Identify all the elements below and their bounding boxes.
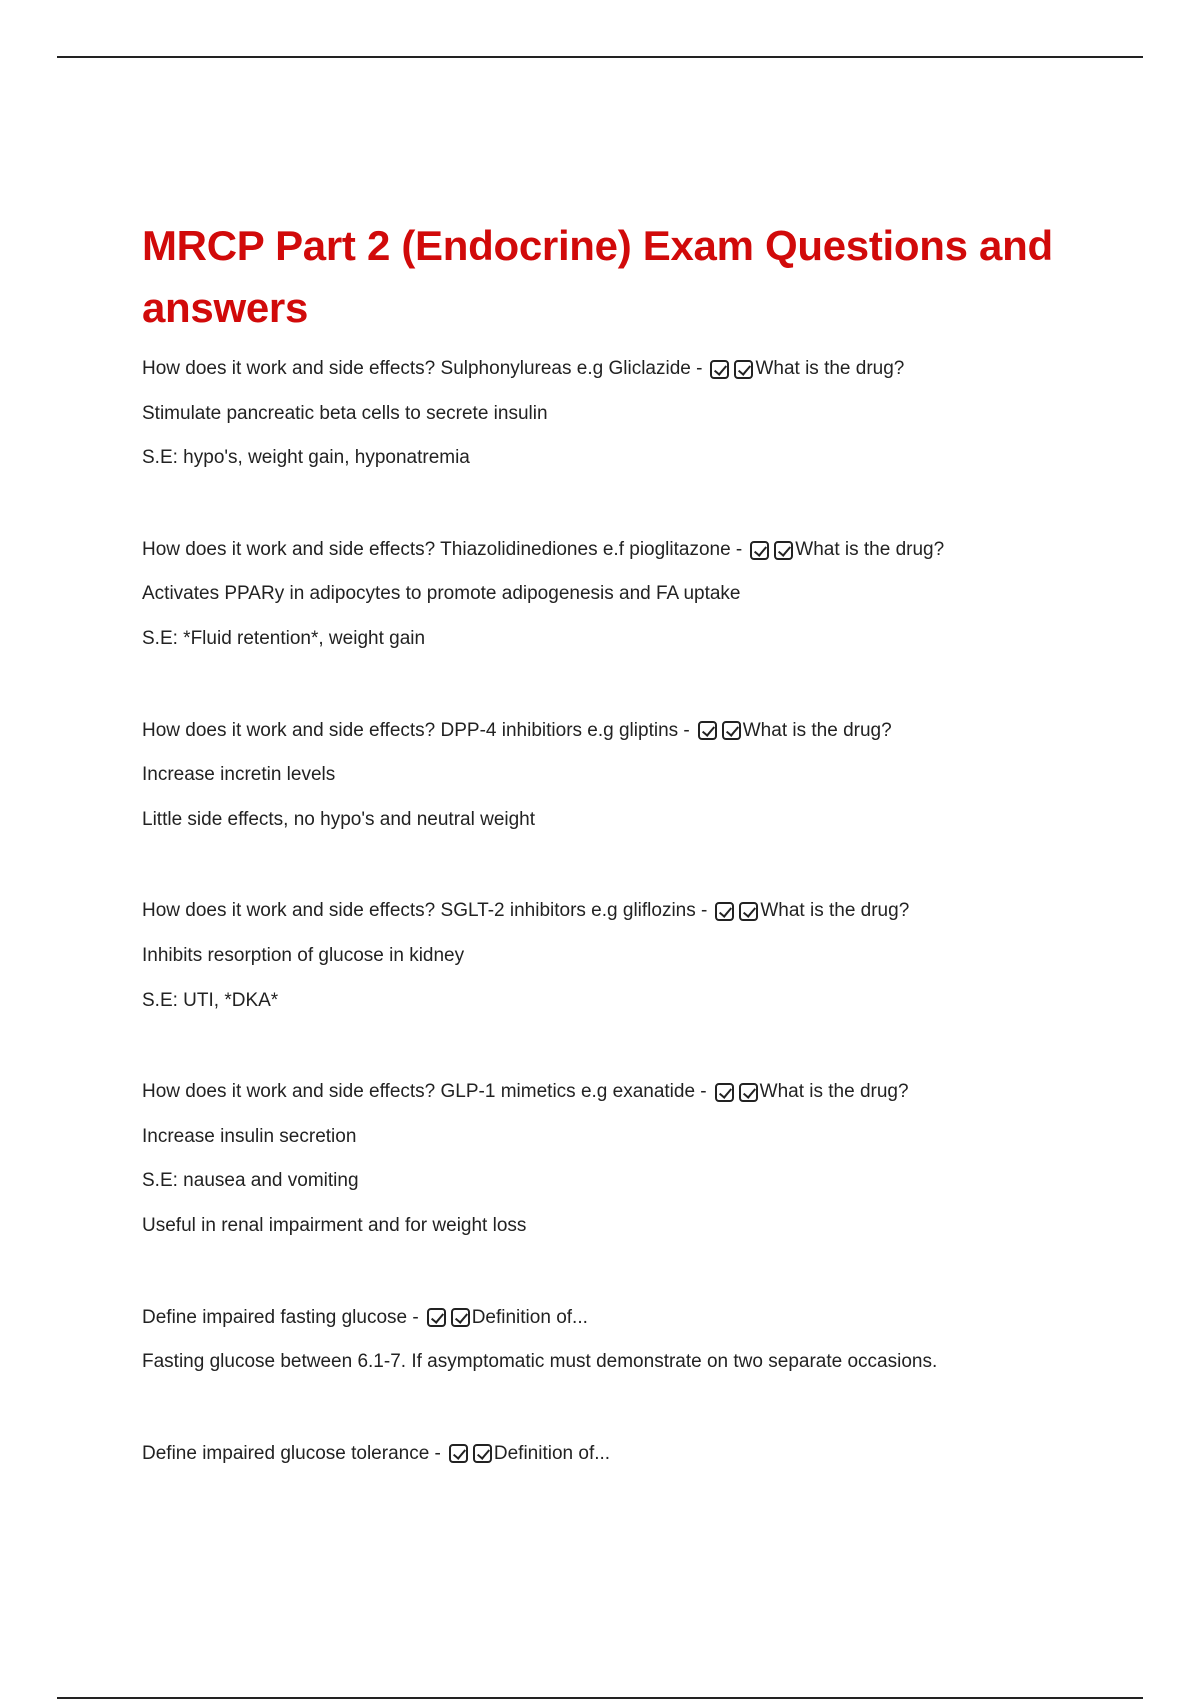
- answer-line: Increase insulin secretion: [142, 1125, 357, 1147]
- question-prompt: What is the drug?: [759, 1081, 909, 1103]
- checkbox-checked-icon: [750, 541, 769, 560]
- answer-line: S.E: hypo's, weight gain, hyponatremia: [142, 447, 470, 469]
- question-prompt: What is the drug?: [742, 719, 892, 741]
- question-line: [142, 1070, 1102, 1115]
- checkbox-checked-icon: [734, 360, 753, 379]
- answer-line: Fasting glucose between 6.1-7. If asymptomatic must demonstrate on two separate occasions.: [142, 1351, 938, 1373]
- answer-line: Little side effects, no hypo's and neutral weight: [142, 808, 536, 830]
- checkbox-checked-icon: [739, 902, 758, 921]
- checkbox-checked-icon: [698, 721, 717, 740]
- question-line: [142, 709, 1102, 754]
- question-prompt: Definition of...: [471, 1306, 588, 1328]
- question-prompt: What is the drug?: [760, 900, 910, 922]
- question-text: Define impaired glucose tolerance -: [142, 1442, 441, 1464]
- question-line: [142, 1432, 1102, 1477]
- qa-item: [142, 528, 1102, 662]
- answer-line: S.E: *Fluid retention*, weight gain: [142, 627, 426, 649]
- qa-item: [142, 1296, 1102, 1385]
- checkbox-checked-icon: [739, 1083, 758, 1102]
- checkbox-checked-icon: [722, 721, 741, 740]
- document-title: MRCP Part 2 (Endocrine) Exam Questions and answers: [142, 222, 1053, 331]
- question-prompt: What is the drug?: [755, 358, 905, 379]
- question-text: How does it work and side effects? SGLT-2 inhibitors e.g gliflozins -: [142, 900, 708, 922]
- document-body: [142, 215, 1102, 1523]
- answer-line: Useful in renal impairment and for weight loss: [142, 1214, 527, 1236]
- answer-line: Inhibits resorption of glucose in kidney: [142, 944, 465, 966]
- question-prompt: What is the drug?: [795, 538, 945, 560]
- question-line: [142, 889, 1102, 934]
- qa-item: [142, 347, 1102, 481]
- answer-line: Activates PPARy in adipocytes to promote adipogenesis and FA uptake: [142, 583, 741, 605]
- checkbox-checked-icon: [774, 541, 793, 560]
- question-text: Define impaired fasting glucose -: [142, 1306, 419, 1328]
- checkbox-checked-icon: [427, 1308, 446, 1327]
- question-line: [142, 1296, 1102, 1341]
- checkbox-checked-icon: [715, 902, 734, 921]
- checkbox-checked-icon: [715, 1083, 734, 1102]
- checkbox-checked-icon: [449, 1444, 468, 1463]
- answer-line: S.E: UTI, *DKA*: [142, 989, 279, 1011]
- question-text: How does it work and side effects? Thiazolidinediones e.f pioglitazone -: [142, 538, 743, 560]
- question-line: [142, 347, 1102, 392]
- checkbox-checked-icon: [710, 360, 729, 379]
- answer-line: Stimulate pancreatic beta cells to secrete insulin: [142, 402, 548, 424]
- qa-item: [142, 889, 1102, 1023]
- qa-item: [142, 1070, 1102, 1248]
- qa-item: [142, 1432, 1102, 1477]
- question-text: How does it work and side effects? DPP-4 inhibitiors e.g gliptins -: [142, 719, 690, 741]
- checkbox-checked-icon: [451, 1308, 470, 1327]
- question-line: [142, 528, 1102, 573]
- qa-list: [142, 347, 1102, 1476]
- header-rule: [57, 56, 1143, 58]
- answer-line: Increase incretin levels: [142, 764, 336, 786]
- question-text: How does it work and side effects? GLP-1 mimetics e.g exanatide -: [142, 1081, 707, 1103]
- checkbox-checked-icon: [473, 1444, 492, 1463]
- qa-item: [142, 709, 1102, 843]
- answer-line: S.E: nausea and vomiting: [142, 1170, 359, 1192]
- footer-rule: [57, 1697, 1143, 1699]
- question-prompt: Definition of...: [493, 1442, 611, 1464]
- question-text: How does it work and side effects? Sulphonylureas e.g Gliclazide -: [142, 358, 703, 379]
